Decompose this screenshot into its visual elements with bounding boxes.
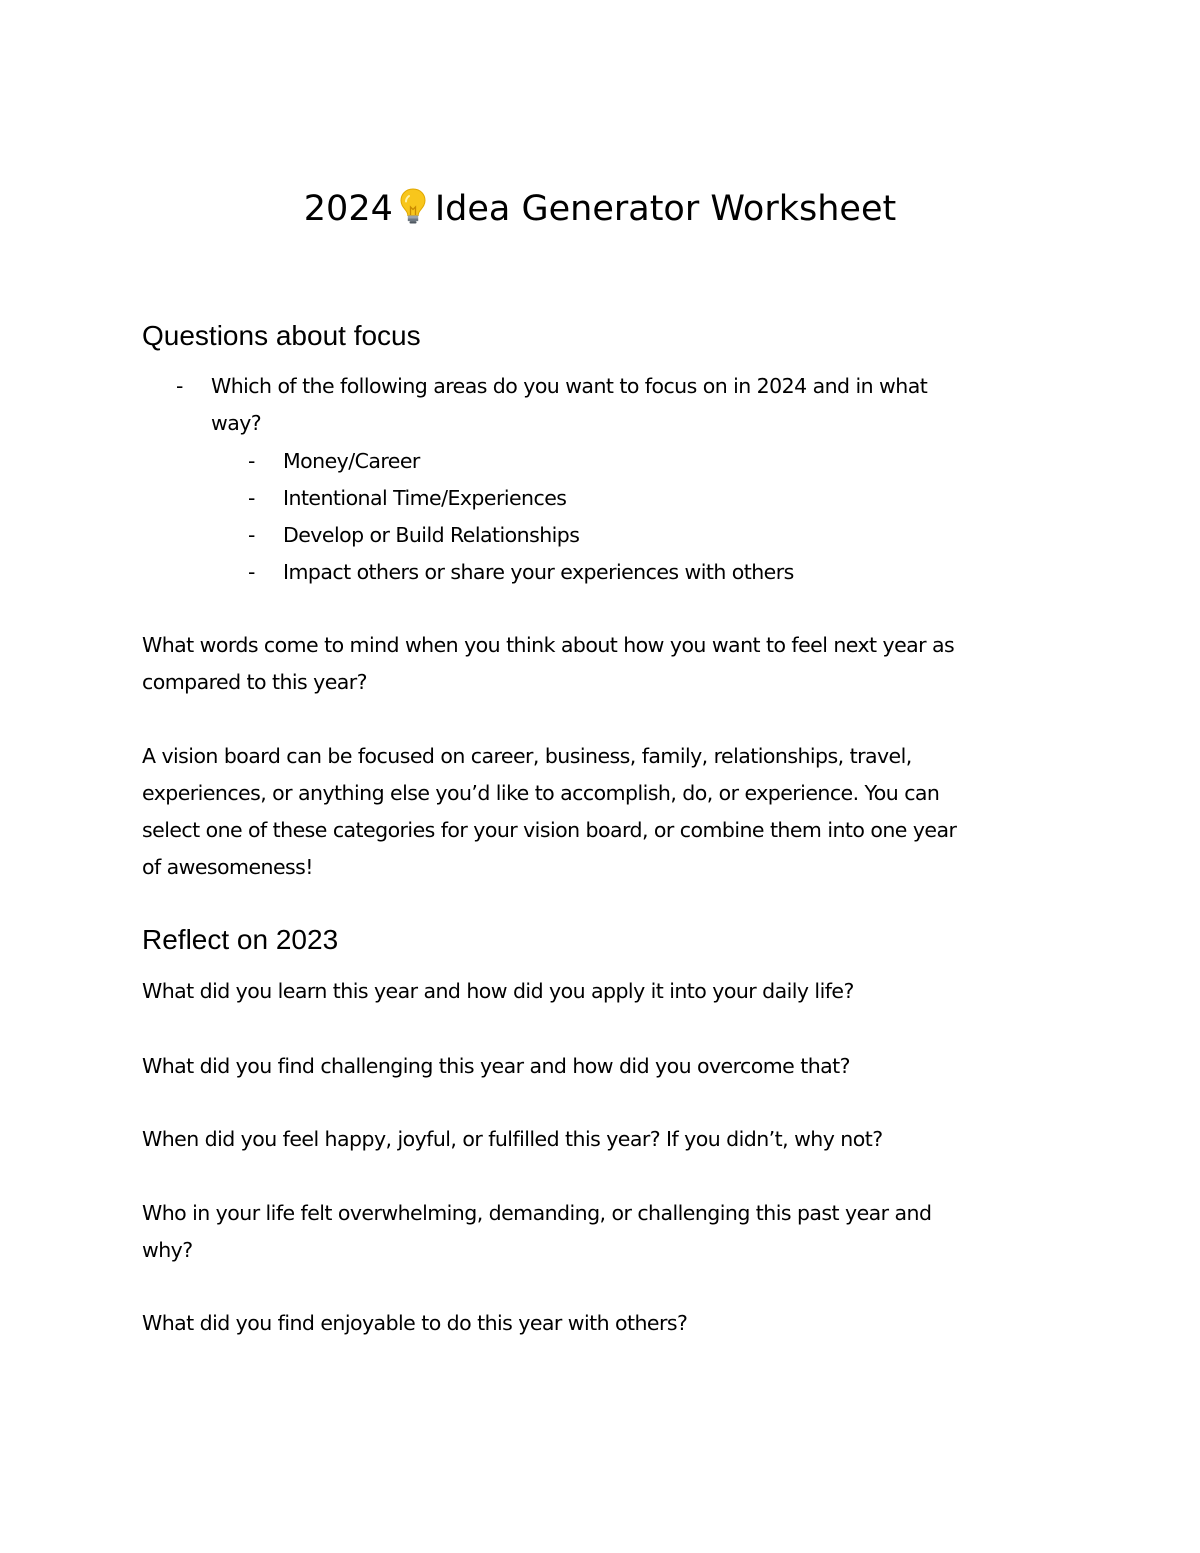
sub-item-impact-others: Impact others or share your experiences with others [283, 560, 794, 584]
words-question-line: What words come to mind when you think about how you want to feel next year as [142, 633, 955, 657]
sub-item-intentional-time: Intentional Time/Experiences [283, 486, 567, 510]
vision-board-paragraph-line: experiences, or anything else you’d like to accomplish, do, or experience. You can [142, 781, 940, 805]
words-question-line: compared to this year? [142, 670, 368, 694]
vision-board-paragraph-line: A vision board can be focused on career, business, family, relationships, travel, [142, 744, 912, 768]
sub-bullet-marker: - [248, 449, 256, 473]
title-text: Idea Generator Worksheet [434, 189, 897, 229]
vision-board-paragraph-line: of awesomeness! [142, 855, 313, 879]
reflect-question: When did you feel happy, joyful, or fulfilled this year? If you didn’t, why not? [142, 1127, 883, 1151]
bullet-marker: - [176, 374, 184, 398]
reflect-question: What did you find challenging this year and how did you overcome that? [142, 1054, 850, 1078]
sub-bullet-marker: - [248, 486, 256, 510]
vision-board-paragraph-line: select one of these categories for your vision board, or combine them into one year [142, 818, 957, 842]
reflect-question: why? [142, 1238, 193, 1262]
title-year: 2024 [303, 189, 393, 229]
lightbulb-icon [399, 187, 427, 225]
reflect-question: Who in your life felt overwhelming, demanding, or challenging this past year and [142, 1201, 932, 1225]
sub-item-money-career: Money/Career [283, 449, 420, 473]
sub-item-relationships: Develop or Build Relationships [283, 523, 580, 547]
sub-bullet-marker: - [248, 560, 256, 584]
section-heading-focus: Questions about focus [142, 320, 421, 351]
reflect-question: What did you find enjoyable to do this year with others? [142, 1311, 688, 1335]
page-title [0, 182, 1200, 236]
sub-bullet-marker: - [248, 523, 256, 547]
reflect-question: What did you learn this year and how did you apply it into your daily life? [142, 979, 854, 1003]
bullet-main-line: Which of the following areas do you want to focus on in 2024 and in what [211, 374, 928, 398]
section-heading-reflect: Reflect on 2023 [142, 924, 339, 955]
bullet-main-line: way? [211, 411, 262, 435]
